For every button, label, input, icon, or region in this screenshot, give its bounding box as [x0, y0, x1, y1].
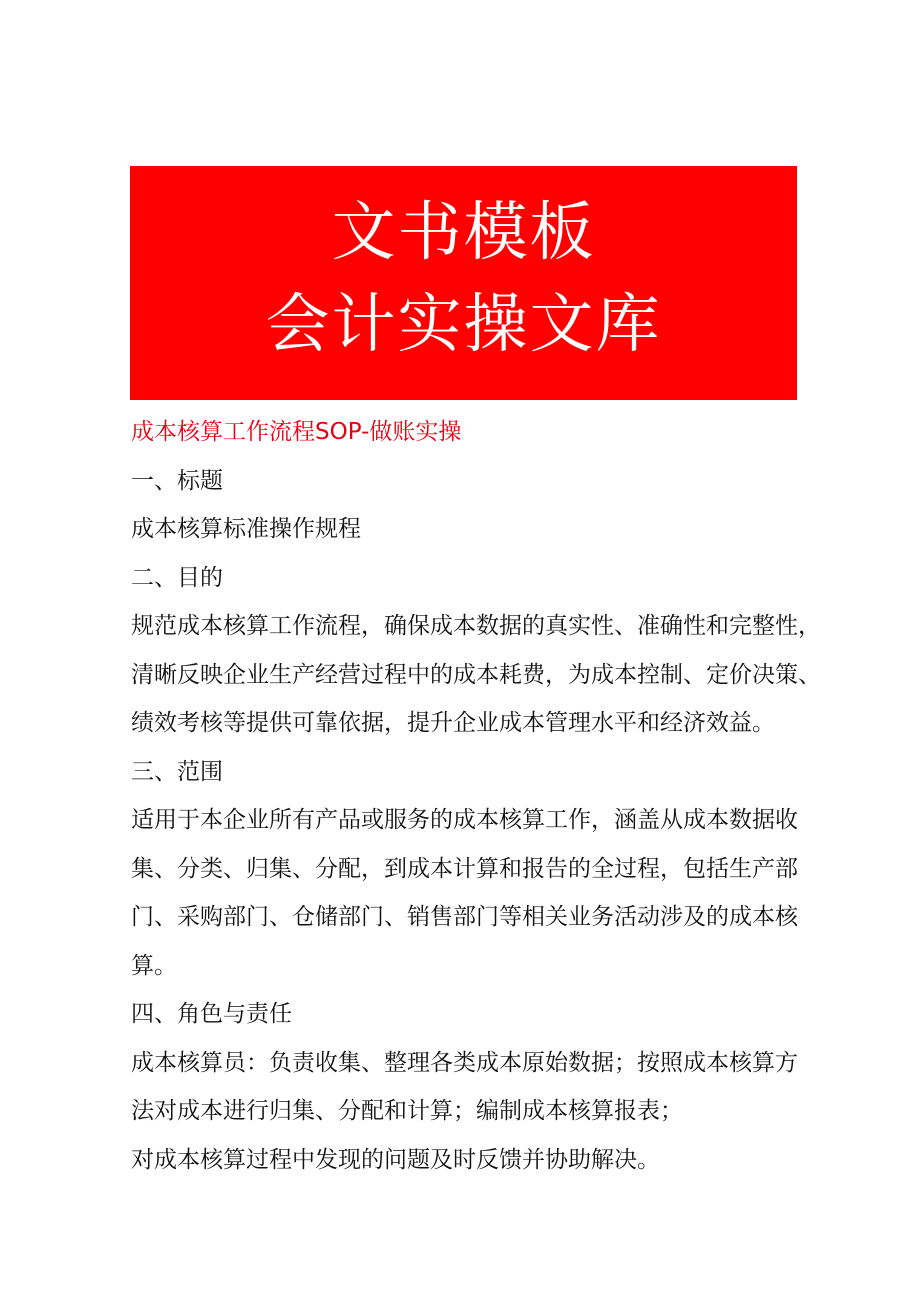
section-heading: 四、角色与责任: [131, 1001, 292, 1027]
document-title: 成本核算工作流程SOP-做账实操: [131, 419, 462, 445]
section-heading: 一、标题: [131, 467, 223, 494]
section-heading: 二、目的: [131, 564, 223, 591]
banner-title-line-1: 文书模板: [331, 196, 596, 270]
title-banner: [130, 166, 797, 400]
paragraph-line: 清晰反映企业生产经营过程中的成本耗费，为成本控制、定价决策、: [131, 661, 821, 688]
paragraph-line: 对成本核算过程中发现的问题及时反馈并协助解决。: [131, 1146, 660, 1173]
paragraph-line: 集、分类、归集、分配，到成本计算和报告的全过程，包括生产部: [131, 855, 798, 882]
paragraph-line: 成本核算标准操作规程: [131, 516, 361, 542]
paragraph-line: 算。: [131, 952, 177, 979]
paragraph-line: 绩效考核等提供可靠依据，提升企业成本管理水平和经济效益。: [131, 710, 775, 736]
paragraph-line: 适用于本企业所有产品或服务的成本核算工作，涵盖从成本数据收: [131, 807, 798, 833]
section-heading: 三、范围: [131, 758, 223, 785]
paragraph-line: 成本核算员：负责收集、整理各类成本原始数据；按照成本核算方: [131, 1049, 798, 1076]
paragraph-line: 规范成本核算工作流程，确保成本数据的真实性、准确性和完整性，: [131, 613, 821, 639]
banner-title-line-2: 会计实操文库: [265, 288, 662, 362]
paragraph-line: 门、采购部门、仓储部门、销售部门等相关业务活动涉及的成本核: [131, 904, 798, 930]
paragraph-line: 法对成本进行归集、分配和计算；编制成本核算报表；: [131, 1098, 683, 1124]
document-body: [131, 408, 821, 1184]
